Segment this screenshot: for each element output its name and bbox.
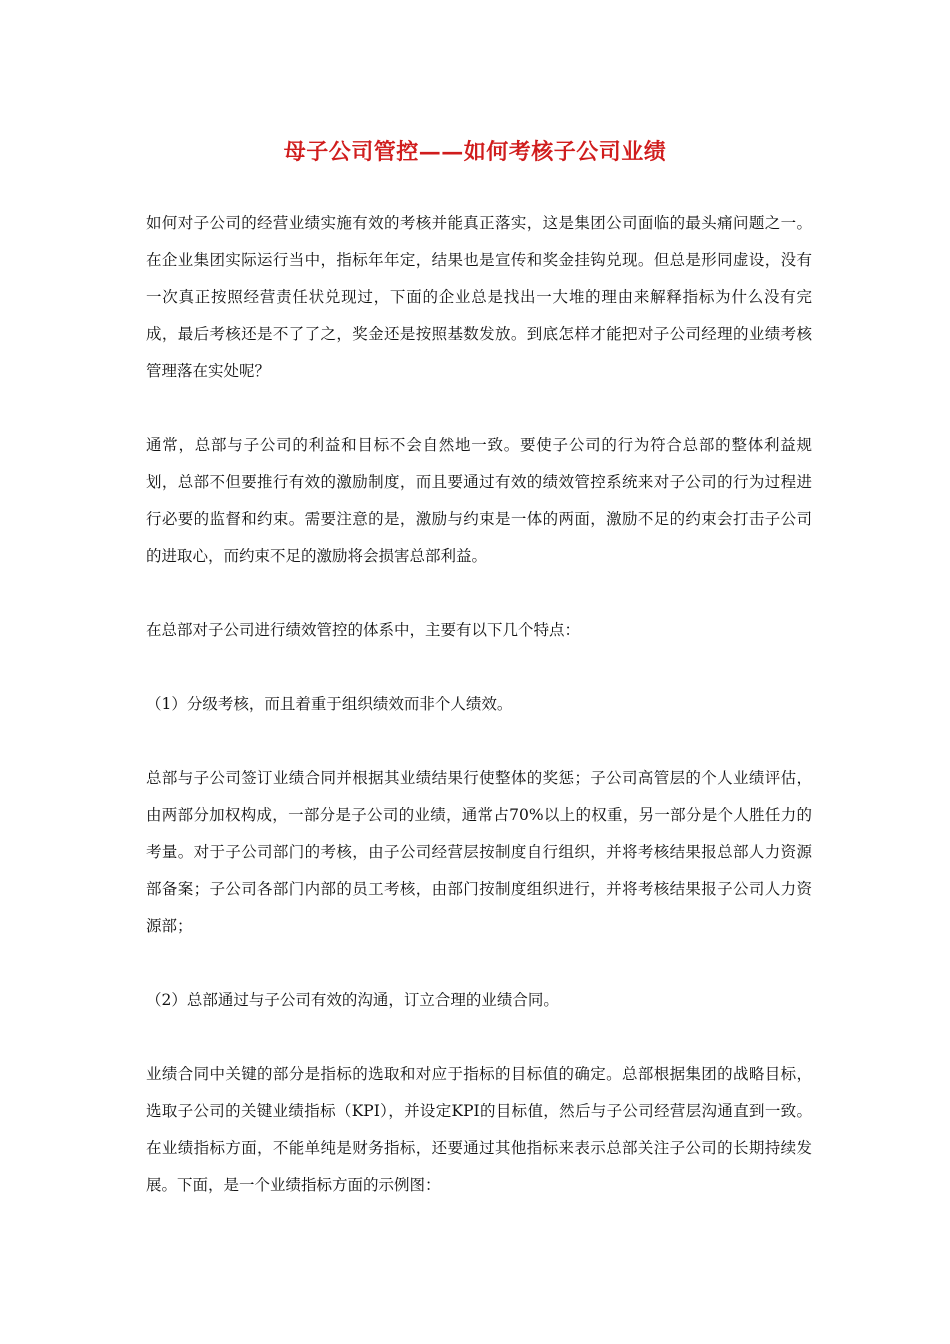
paragraph-intro: 如何对子公司的经营业绩实施有效的考核并能真正落实，这是集团公司面临的最头痛问题之一。在企业集团实际运行当中，指标年年定，结果也是宣传和奖金挂钩兑现。但总是形同虚设，没有一次真正按照经营责任状兑现过，下面的企业总是找出一大堆的理由来解释指标为什么没有完成，最后考核还是不了了之，奖金还是按照基数发放。到底怎样才能把对子公司经理的业绩考核管理落在实处呢？ [146,214,812,380]
paragraph-point-2-heading: （2）总部通过与子公司有效的沟通，订立合理的业绩合同。 [146,991,559,1009]
paragraph-features-lead: 在总部对子公司进行绩效管控的体系中，主要有以下几个特点： [146,621,581,639]
paragraph-point-1-body: 总部与子公司签订业绩合同并根据其业绩结果行使整体的奖惩；子公司高管层的个人业绩评估，由两部分加权构成，一部分是子公司的业绩，通常占70%以上的权重，另一部分是个人胜任力的考量。对于子公司部门的考核，由子公司经营层按制度自行组织，并将考核结果报总部人力资源部备案；子公司各部门内部的员工考核，由部门按制度组织进行，并将考核结果报子公司人力资源部； [146,769,812,935]
document-body [146,205,812,1241]
paragraph-interests: 通常，总部与子公司的利益和目标不会自然地一致。要使子公司的行为符合总部的整体利益规划，总部不但要推行有效的激励制度，而且要通过有效的绩效管控系统来对子公司的行为过程进行必要的监督和约束。需要注意的是，激励与约束是一体的两面，激励不足的约束会打击子公司的进取心，而约束不足的激励将会损害总部利益。 [146,436,812,565]
paragraph-point-2-body: 业绩合同中关键的部分是指标的选取和对应于指标的目标值的确定。总部根据集团的战略目标，选取子公司的关键业绩指标（KPI），并设定KPI的目标值，然后与子公司经营层沟通直到一致。在业绩指标方面，不能单纯是财务指标，还要通过其他指标来表示总部关注子公司的长期持续发展。下面，是一个业绩指标方面的示例图： [146,1065,812,1194]
paragraph-point-1-heading: （1）分级考核，而且着重于组织绩效而非个人绩效。 [146,695,513,713]
document-title: 母子公司管控——如何考核子公司业绩 [283,139,667,165]
